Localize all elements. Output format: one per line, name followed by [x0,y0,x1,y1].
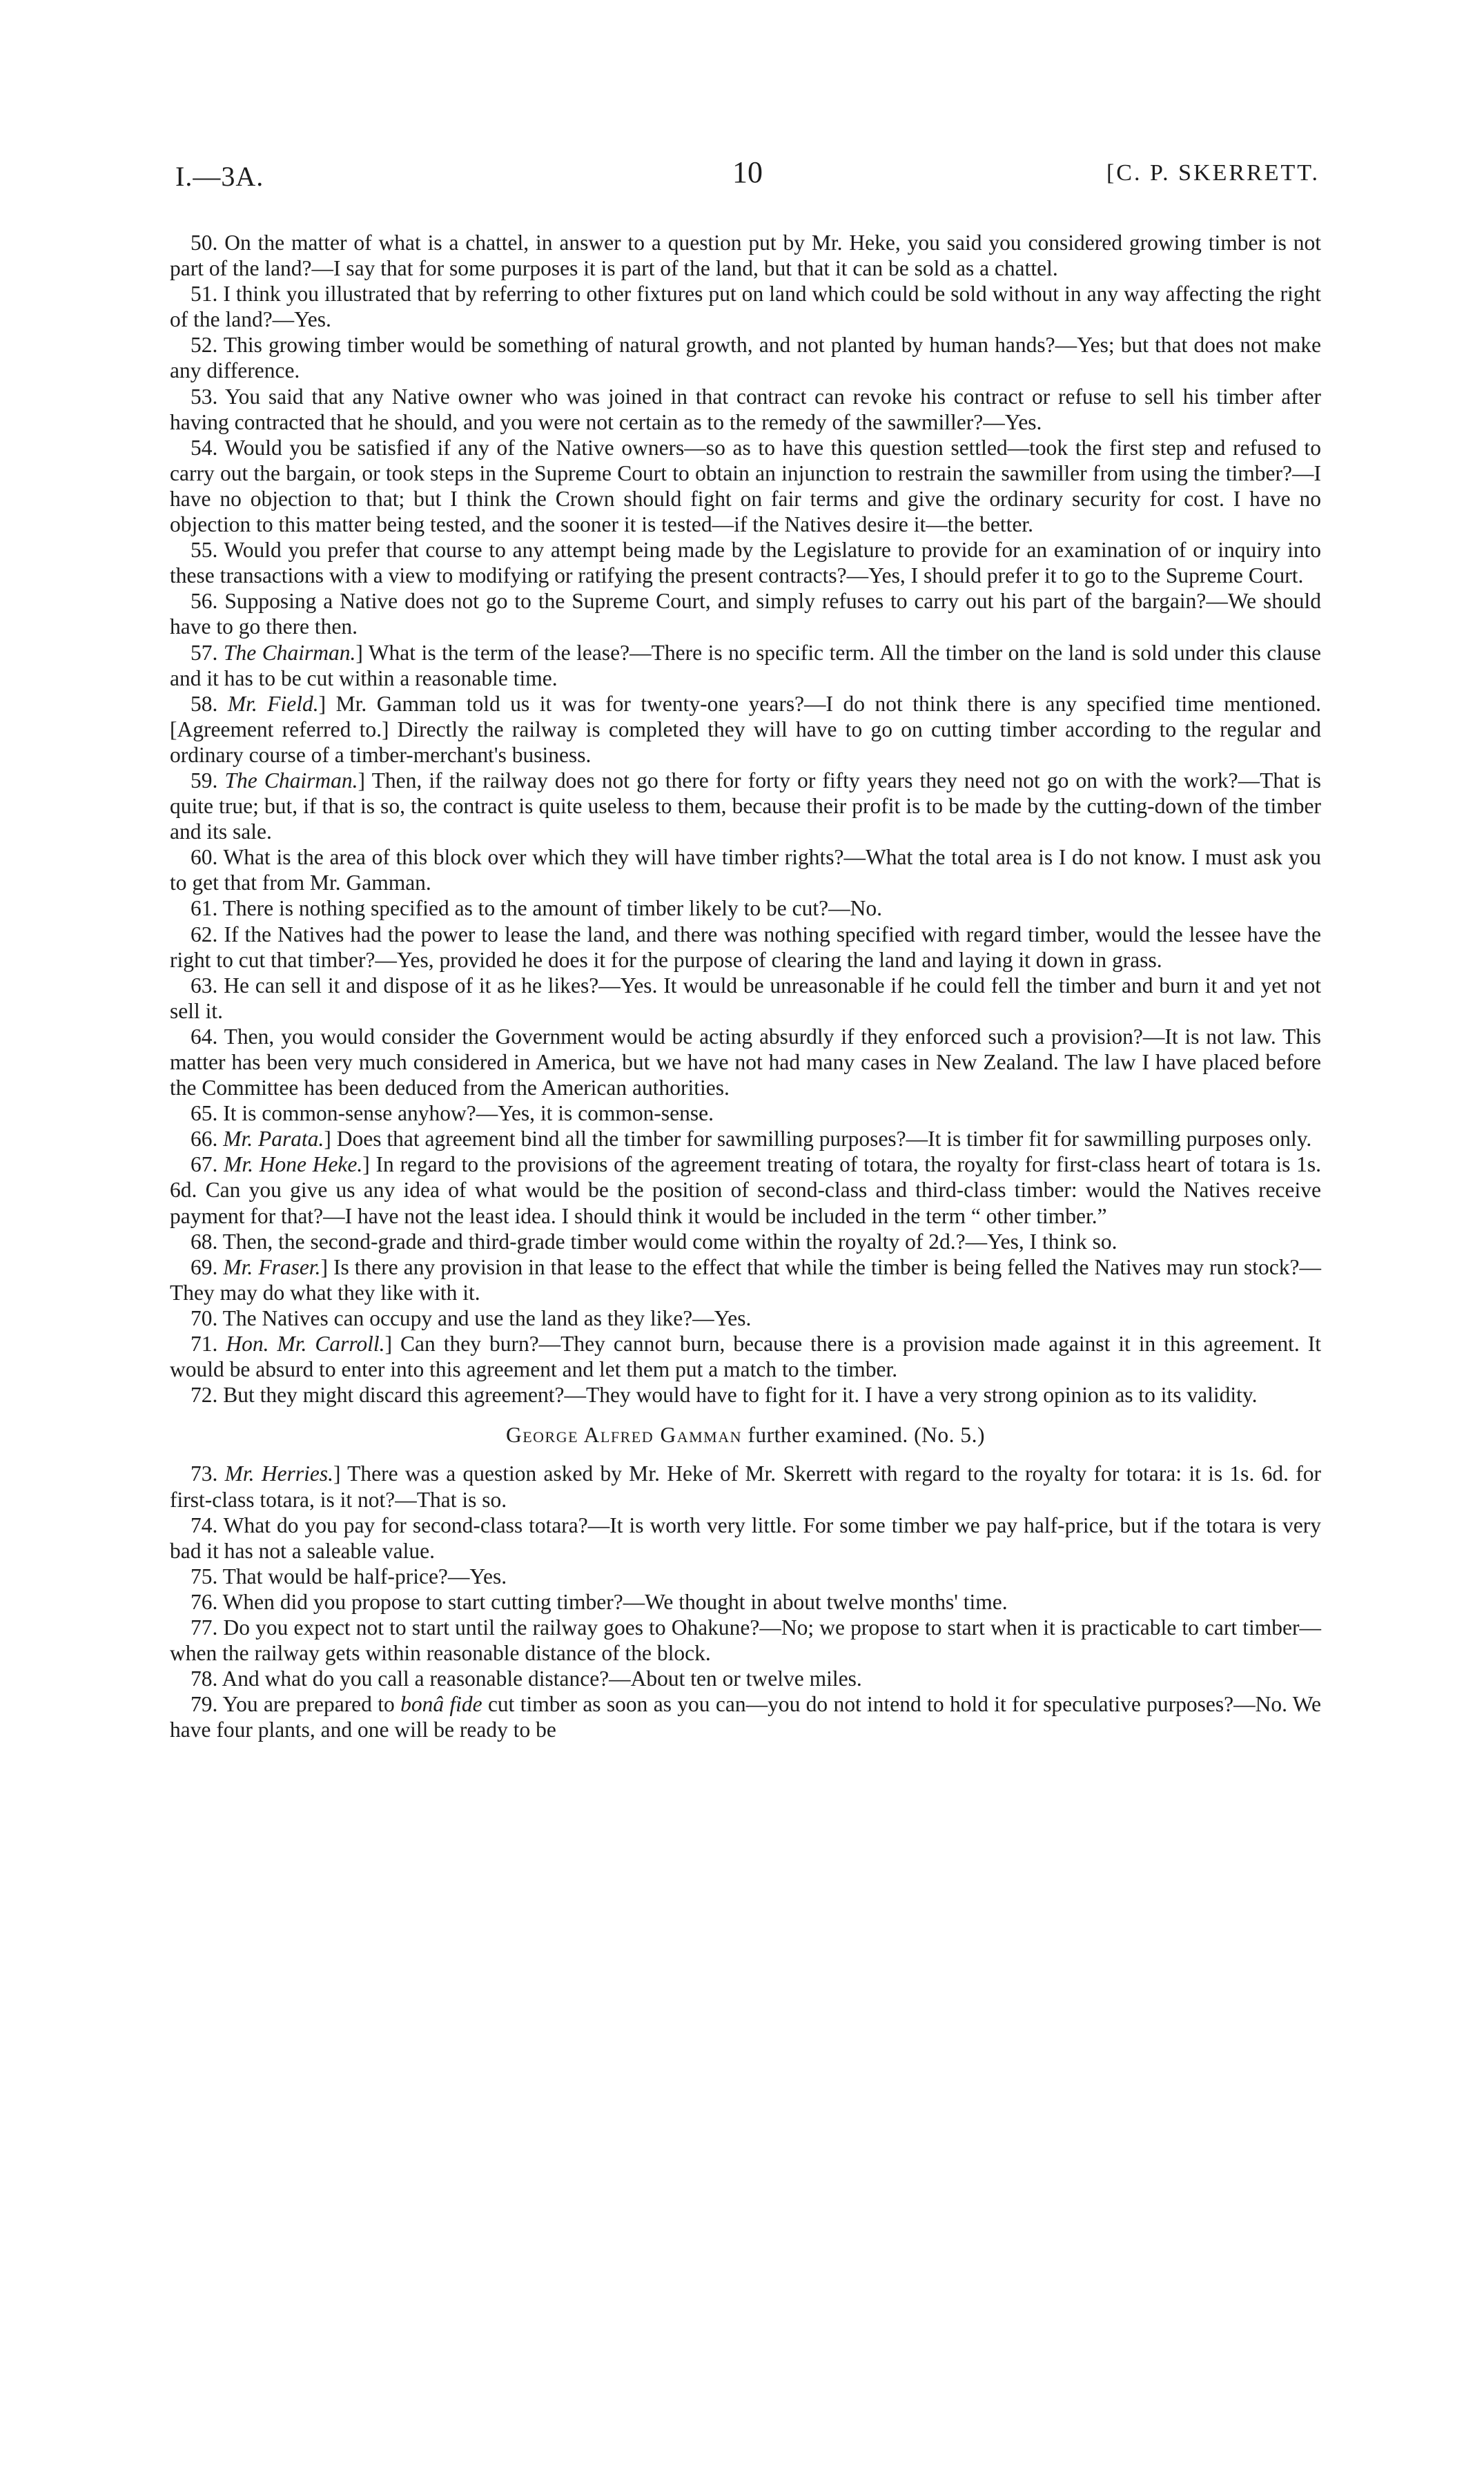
paragraph-65: 65. It is common-sense anyhow?—Yes, it is common-sense. [191,1101,714,1126]
question-number: 71. [191,1332,218,1357]
paper-reference: I.—3A. [175,161,264,192]
paragraph-text: ] Can they burn?—They cannot burn, because there is a provision made against it in this agreement. It would be absurd to enter into this agreement and let them put a match to the timber. [170,1332,1322,1382]
paragraph-52: 52. This growing timber would be something of natural growth, and not planted by human hands?—Yes; but that does not make any difference. [170,333,1321,383]
witness-subheading-text: further examined. (No. 5.) [742,1423,986,1448]
paragraph-58 [170,691,1321,768]
paragraph-59 [170,768,1321,844]
speaker-name: The Chairman. [224,768,358,793]
paragraph-64: 64. Then, you would consider the Government would be acting absurdly if they enforced such a provision?—It is not law. This matter has been very much considered in America, but we have not had many cases in New Zealand. The law I have placed before the Committee has been deduced from the American authorities. [170,1024,1321,1100]
paragraph-51: 51. I think you illustrated that by referring to other fixtures put on land which could be sold without in any way affecting the right of the land?—Yes. [170,282,1321,332]
speaker-name: Mr. Fraser. [223,1254,321,1279]
speaker-name: Mr. Herries. [224,1461,333,1486]
paragraph-text: ] Then, if the railway does not go there for forty or fifty years they need not go on with the work?—That is quite true; but, if that is so, the contract is quite useless to them, because their profit is to be made by the cutting-down of the timber and its sale. [170,768,1321,844]
question-number: 66. [191,1127,218,1151]
paragraph-text: ] There was a question asked by Mr. Heke of Mr. Skerrett with regard to the royalty for totara: it is 1s. 6d. for first-class totara, is it not?—That is so. [170,1461,1322,1512]
paragraph-54: 54. Would you be satisfied if any of the Native owners—so as to have this question settled—took the first step and refused to carry out the bargain, or took steps in the Supreme Court to obtain an injunction to restrain the sawmiller from using the timber?—I have no objection to that; but I think the Crown should fight on fair terms and give the ordinary security for cost. I have no objection to this matter being tested, and the sooner it is tested—if the Natives desire it—the better. [170,435,1321,537]
paragraph-57 [170,640,1321,691]
paragraph-55: 55. Would you prefer that course to any attempt being made by the Legislature to provide for an examination of or inquiry into these transactions with a view to modifying or ratifying the present contracts?—Yes, I should prefer it to go to the Supreme Court. [170,538,1321,588]
paragraph-67 [170,1151,1321,1228]
page-number: 10 [732,155,763,189]
paragraph-79 [170,1691,1321,1742]
speaker-name: The Chairman. [223,640,356,665]
question-number: 59. [191,768,218,793]
paragraph-63: 63. He can sell it and dispose of it as he likes?—Yes. It would be unreasonable if he could fell the timber and burn it and yet not sell it. [170,973,1321,1023]
paragraph-50: 50. On the matter of what is a chattel, in answer to a question put by Mr. Heke, you said you considered growing timber is not part of the land?—I say that for some purposes it is part of the land, but that it can be sold as a chattel. [170,231,1321,281]
paragraph-71 [170,1331,1321,1382]
question-number: 69. [191,1254,218,1279]
page-header [175,155,1320,202]
question-number: 67. [191,1152,218,1177]
paragraph-text: ] Mr. Gamman told us it was for twenty-one years?—I do not think there is any specified time mentioned. [Agreement referred to.] Directly the railway is completed they will have to go on cutting timber according to the regular and ordinary course of a timber-merchant's business. [170,691,1321,767]
paragraph-text: ] In regard to the provisions of the agreement treating of totara, the royalty for first-class heart of totara is 1s. 6d. Can you give us any idea of what would be the position of second-class and third-class timber: would the Natives receive payment for that?—I have not the least idea. I should think it would be included in the term “ other timber.” [170,1152,1322,1228]
paragraph-62: 62. If the Natives had the power to lease the land, and there was nothing specified with regard timber, would the lessee have the right to cut that timber?—Yes, provided he does it for the purpose of clearing the land and laying it down in grass. [170,922,1321,972]
paragraph-74: 74. What do you pay for second-class totara?—It is worth very little. For some timber we pay half-price, but if the totara is very bad it has not a saleable value. [170,1513,1321,1563]
paragraph-78: 78. And what do you call a reasonable distance?—About ten or twelve miles. [191,1666,862,1691]
question-number: 79. [191,1692,218,1717]
latin-phrase: bonâ fide [400,1692,482,1717]
paragraph-61: 61. There is nothing specified as to the amount of timber likely to be cut?—No. [191,896,882,921]
speaker-name: Mr. Field. [227,691,319,716]
paragraph-75: 75. That would be half-price?—Yes. [191,1564,507,1588]
paragraph-73 [170,1461,1321,1512]
speaker-name: Hon. Mr. Carroll. [226,1332,385,1357]
witness-name: [C. P. SKERRETT. [1106,160,1320,186]
paragraph-text-pre: You are prepared to [217,1692,401,1717]
paragraph-60: 60. What is the area of this block over which they will have timber rights?—What the total area is I do not know. I must ask you to get that from Mr. Gamman. [170,845,1321,895]
question-number: 73. [191,1461,218,1486]
paragraph-text: cut timber as soon as you can—you do not intend to hold it for speculative purposes?—No. We have four plants, and one will be ready to be [170,1692,1321,1742]
paragraph-68: 68. Then, the second-grade and third-grade timber would come within the royalty of 2d.?—Yes, I think so. [191,1229,1117,1254]
witness-subheading-name: George Alfred Gamman [505,1423,743,1448]
paragraph-53: 53. You said that any Native owner who was joined in that contract can revoke his contract or refuse to sell his timber after having contracted that he should, and you were not certain as to the remedy of the sawmiller?—Yes. [170,384,1321,434]
question-number: 58. [191,691,218,716]
speaker-name: Mr. Hone Heke. [224,1152,363,1177]
paragraph-72: 72. But they might discard this agreement?—They would have to fight for it. I have a very strong opinion as to its validity. [191,1383,1258,1408]
witness-subheading [170,1422,1321,1448]
paragraph-70: 70. The Natives can occupy and use the land as they like?—Yes. [191,1305,752,1330]
paragraph-56: 56. Supposing a Native does not go to the Supreme Court, and simply refuses to carry out his part of the bargain?—We should have to go there then. [170,589,1321,639]
paragraph-66 [170,1126,1321,1151]
paragraph-text: ] Is there any provision in that lease to the effect that while the timber is being felled the Natives may run stock?—They may do what they like with it. [170,1254,1322,1305]
document-body [170,230,1321,1742]
speaker-name: Mr. Parata. [223,1127,324,1151]
paragraph-text: ] Does that agreement bind all the timber for sawmilling purposes?—It is timber fit for sawmilling purposes only. [324,1127,1312,1151]
paragraph-77: 77. Do you expect not to start until the railway goes to Ohakune?—No; we propose to start when it is practicable to cart timber—when the railway gets within reasonable distance of the block. [170,1615,1321,1666]
paragraph-76: 76. When did you propose to start cutting timber?—We thought in about twelve months' time. [191,1589,1008,1614]
question-number: 57. [191,640,218,665]
paragraph-text: ] What is the term of the lease?—There is no specific term. All the timber on the land is sold under this clause and it has to be cut within a reasonable time. [170,640,1322,690]
paragraph-69 [170,1254,1321,1305]
